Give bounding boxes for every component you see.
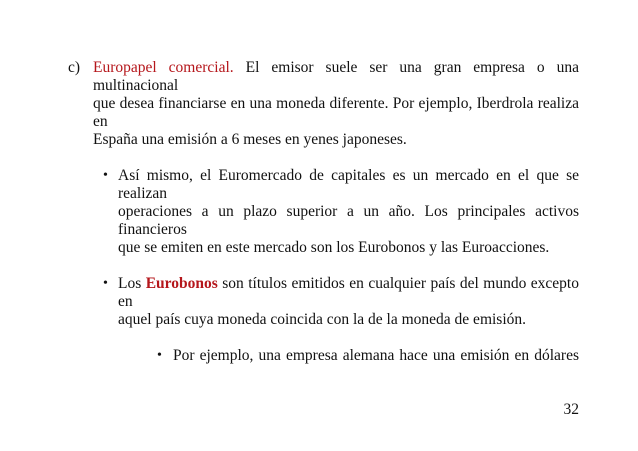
- bullet2-line-1: [118, 275, 579, 311]
- page-number: 32: [563, 401, 579, 418]
- term-eurobonos: Eurobonos: [145, 275, 218, 292]
- list-marker-c: c): [68, 59, 81, 76]
- bullet1-line-1: Así mismo, el Euromercado de capitales es un mercado en el que se realizan: [118, 167, 579, 202]
- bullet1-line-3: que se emiten en este mercado son los Eurobonos y las Euroacciones.: [118, 239, 550, 256]
- bullet3-line-1: Por ejemplo, una empresa alemana hace una emisión en dólares: [173, 347, 579, 364]
- bullet-icon: •: [103, 276, 108, 291]
- bullet2-prefix: Los: [118, 275, 142, 292]
- bullet1-line-2: operaciones a un plazo superior a un año. Los principales activos financieros: [118, 203, 579, 238]
- paragraph-c-line-1: [93, 59, 579, 95]
- bullet-icon: •: [103, 168, 108, 183]
- bullet2-line-2: aquel país cuya moneda coincida con la de la moneda de emisión.: [118, 311, 527, 328]
- paragraph-c-line-1-text: El emisor suele ser una gran empresa o una multinacional: [93, 59, 580, 94]
- bullet-icon: •: [157, 348, 162, 363]
- paragraph-c-line-2: que desea financiarse en una moneda diferente. Por ejemplo, Iberdrola realiza en: [93, 95, 579, 130]
- bullet2-line-1-text: son títulos emitidos en cualquier país del mundo excepto en: [118, 275, 579, 310]
- term-europapel-comercial: Europapel comercial.: [93, 59, 234, 76]
- paragraph-c-line-3: España una emisión a 6 meses en yenes japoneses.: [93, 131, 407, 148]
